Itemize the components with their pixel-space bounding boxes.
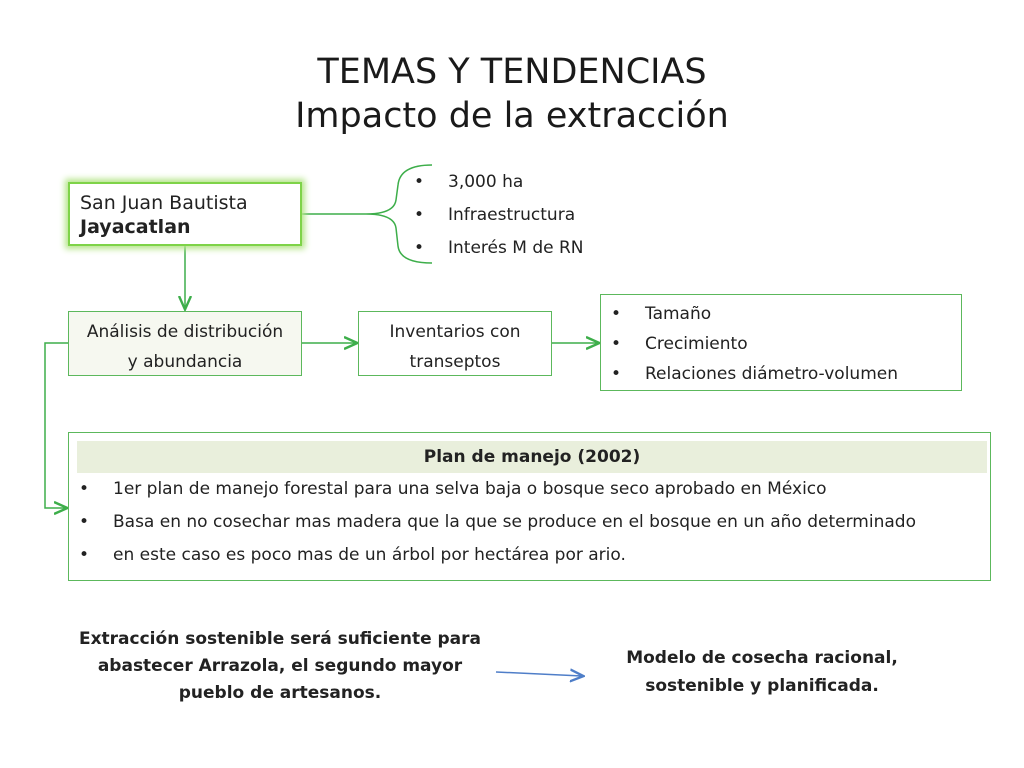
site-box xyxy=(68,182,302,246)
site-bullet-list xyxy=(404,166,584,265)
plan-bullet: • 1er plan de manejo forestal para una selva baja o bosque seco aprobado en México xyxy=(69,473,990,506)
bottom-right-text xyxy=(592,644,932,700)
bottom-left-line-1: Extracción sostenible será suficiente para xyxy=(78,629,482,649)
analysis-line-2: y abundancia xyxy=(127,352,243,372)
site-bullet: • Infraestructura xyxy=(404,199,584,232)
title-line-1: TEMAS Y TENDENCIAS xyxy=(317,52,707,92)
site-bullet: • Interés M de RN xyxy=(404,232,584,265)
bottom-right-line-1: Modelo de cosecha racional, xyxy=(626,648,898,668)
left-loop-arrow xyxy=(45,343,68,508)
site-name-line-1: San Juan Bautista xyxy=(80,192,248,214)
bottom-right-line-2: sostenible y planificada. xyxy=(645,676,879,696)
inventory-box xyxy=(358,311,552,376)
inventory-bullet-list xyxy=(601,295,961,389)
bottom-left-line-2: abastecer Arrazola, el segundo mayor xyxy=(97,656,463,676)
bottom-blue-arrow xyxy=(496,672,582,676)
site-name-line-2: Jayacatlan xyxy=(80,216,191,238)
bottom-left-line-3: pueblo de artesanos. xyxy=(178,683,382,703)
inventory-bullet: • Tamaño xyxy=(601,299,961,329)
title-line-2: Impacto de la extracción xyxy=(295,96,729,136)
inventory-bullet: • Crecimiento xyxy=(601,329,961,359)
slide-title xyxy=(0,50,1024,138)
inventory-bullets-box xyxy=(600,294,962,391)
plan-box xyxy=(68,432,991,581)
inventory-line-1: Inventarios con xyxy=(389,322,521,342)
analysis-line-1: Análisis de distribución xyxy=(86,322,284,342)
analysis-box xyxy=(68,311,302,376)
plan-bullet: • en este caso es poco mas de un árbol por hectárea por ario. xyxy=(69,539,990,572)
plan-bullet: • Basa en no cosechar mas madera que la que se produce en el bosque en un año determinado xyxy=(69,506,990,539)
plan-header: Plan de manejo (2002) xyxy=(77,441,987,473)
bottom-left-text xyxy=(60,626,500,707)
site-bullet: • 3,000 ha xyxy=(404,166,584,199)
plan-bullet-list xyxy=(69,473,990,572)
inventory-bullet: • Relaciones diámetro-volumen xyxy=(601,359,961,389)
inventory-line-2: transeptos xyxy=(409,352,501,372)
